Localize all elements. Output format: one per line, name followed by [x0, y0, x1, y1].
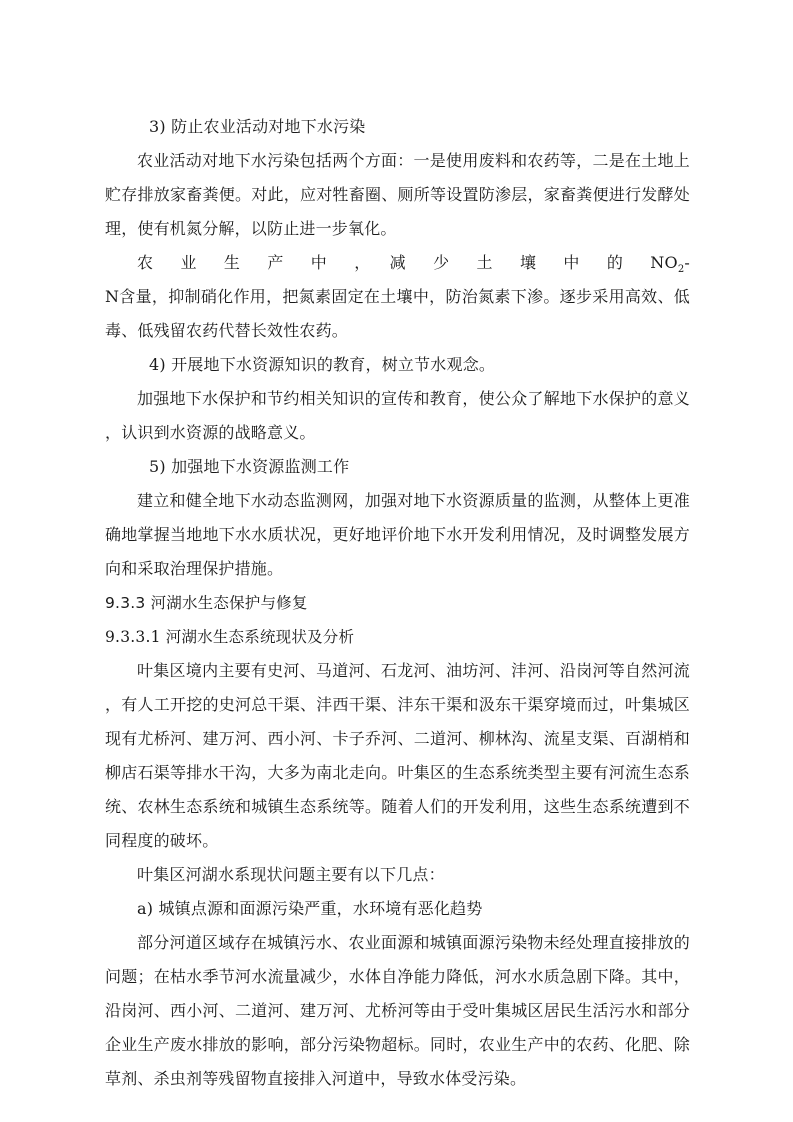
paragraph-line: 草剂、杀虫剂等残留物直接排入河道中，导致水体受污染。 — [105, 1069, 527, 1088]
paragraph-line: 企业生产废水排放的影响，部分污染物超标。同时，农业生产中的农药、化肥、除 — [105, 1035, 690, 1054]
paragraph-text: 农 业 生 产 中 ， 减 少 土 壤 中 的 NO — [137, 253, 678, 272]
paragraph-line: 同程度的破坏。 — [105, 831, 219, 850]
section-title: 9.3.3 河湖水生态保护与修复 — [105, 594, 308, 612]
paragraph-line: 沿岗河、西小河、二道河、建万河、尤桥河等由于受叶集城区居民生活污水和部分 — [105, 1001, 690, 1020]
paragraph-line: 部分河道区域存在城镇污水、农业面源和城镇面源污染物未经处理直接排放的 — [137, 933, 690, 952]
paragraph-line: 建立和健全地下水动态监测网，加强对地下水资源质量的监测，从整体上更准 — [137, 491, 690, 510]
paragraph-line: 叶集区境内主要有史河、马道河、石龙河、油坊河、沣河、沿岗河等自然河流 — [137, 661, 690, 680]
heading-urban-pollution: a) 城镇点源和面源污染严重，水环境有恶化趋势 — [137, 899, 483, 918]
paragraph-line: 农业活动对地下水污染包括两个方面：一是使用废料和农药等，二是在土地上 — [137, 151, 690, 170]
subsection-title: 9.3.3.1 河湖水生态系统现状及分析 — [105, 628, 355, 646]
heading-monitoring: 5) 加强地下水资源监测工作 — [149, 457, 350, 476]
paragraph-line: 现有尤桥河、建万河、西小河、卡子乔河、二道河、柳林沟、流星支渠、百湖梢和 — [105, 729, 690, 748]
paragraph-line: 贮存排放家畜粪便。对此，应对牲畜圈、厕所等设置防渗层，家畜粪便进行发酵处 — [105, 185, 690, 204]
heading-prevent-agri-pollution: 3) 防止农业活动对地下水污染 — [149, 117, 366, 136]
paragraph-line: 叶集区河湖水系现状问题主要有以下几点： — [137, 865, 445, 884]
paragraph-text: - — [684, 253, 690, 272]
paragraph-line: 毒、低残留农药代替长效性农药。 — [105, 321, 349, 340]
paragraph-line: ，有人工开挖的史河总干渠、沣西干渠、沣东干渠和汲东干渠穿境而过，叶集城区 — [105, 695, 690, 714]
paragraph-line: 确地掌握当地地下水水质状况，更好地评价地下水开发利用情况，及时调整发展方 — [105, 525, 690, 544]
paragraph-line: 统、农林生态系统和城镇生态系统等。随着人们的开发利用，这些生态系统遭到不 — [105, 797, 690, 816]
paragraph-line: 向和采取治理保护措施。 — [105, 559, 284, 578]
paragraph-line: N含量，抑制硝化作用，把氮素固定在土壤中，防治氮素下渗。逐步采用高效、低 — [105, 287, 690, 306]
heading-education: 4) 开展地下水资源知识的教育，树立节水观念。 — [149, 355, 496, 374]
paragraph-line: 问题；在枯水季节河水流量减少，水体自净能力降低，河水水质急剧下降。其中， — [105, 967, 690, 986]
paragraph-line: 理，使有机氮分解，以防止进一步氧化。 — [105, 219, 397, 238]
paragraph-line-no2 — [105, 248, 690, 278]
subscript: 2 — [677, 264, 685, 276]
paragraph-line: ，认识到水资源的战略意义。 — [105, 423, 316, 442]
document-page — [105, 112, 690, 1094]
paragraph-line: 加强地下水保护和节约相关知识的宣传和教育，使公众了解地下水保护的意义 — [137, 389, 690, 408]
paragraph-line: 柳店石渠等排水干沟，大多为南北走向。叶集区的生态系统类型主要有河流生态系 — [105, 763, 690, 782]
